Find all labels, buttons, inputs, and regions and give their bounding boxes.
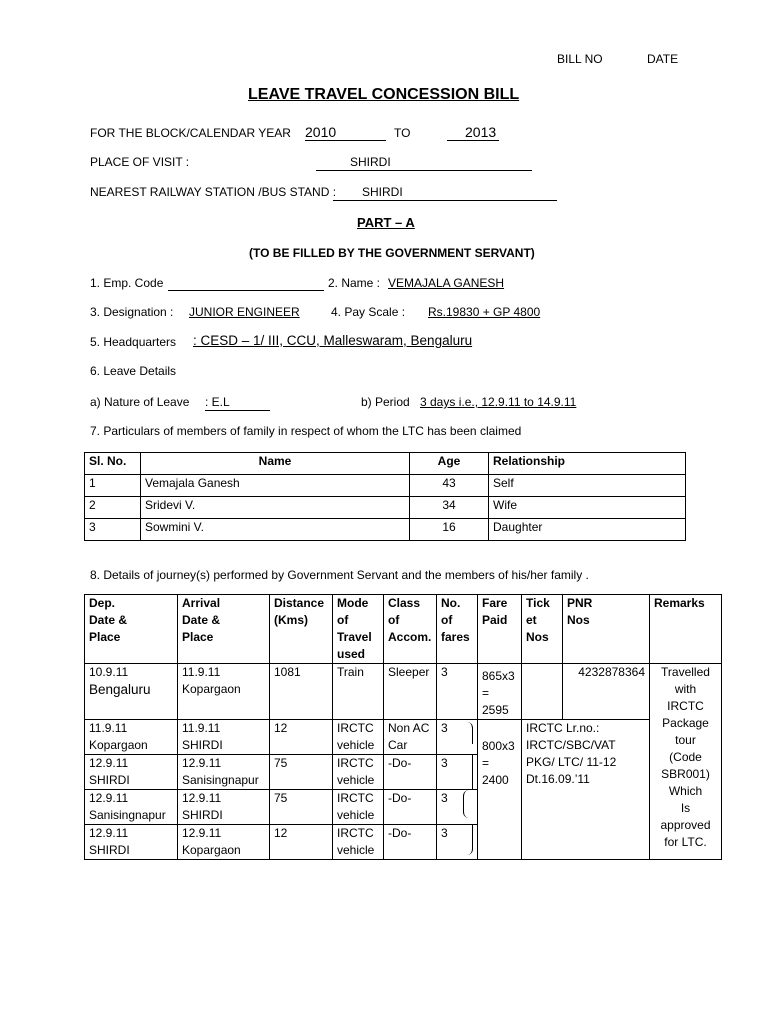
nearest-station-value: SHIRDI (362, 185, 403, 199)
family-table-header (85, 453, 686, 475)
headquarters-value: : CESD – 1/ III, CCU, Malleswaram, Bengaluru (193, 333, 473, 348)
h-line: Place (182, 630, 214, 644)
cell: Sowmini V. (141, 519, 410, 541)
journey-table-header (85, 595, 722, 664)
place-of-visit-value: SHIRDI (350, 155, 391, 169)
name-label: 2. Name : (328, 276, 381, 290)
cell: 34 (410, 497, 489, 519)
h-line: No. (441, 596, 461, 610)
table-row (85, 475, 686, 497)
cell-fares (437, 790, 478, 825)
h-line: Place (89, 630, 121, 644)
cell-fares: 3 (437, 664, 478, 720)
emp-code-label: 1. Emp. Code (90, 276, 164, 290)
remark-line: SBR001) (661, 767, 710, 781)
arr-date: 11.9.11 (182, 665, 221, 679)
part-a-title: PART – A (357, 215, 415, 230)
dep-date: 11.9.11 (89, 721, 128, 735)
fares-value: 3 (441, 721, 448, 735)
fare-line: = (482, 686, 490, 700)
h-line: used (337, 647, 366, 661)
cell-pnr: 4232878364 (563, 664, 650, 720)
period-value: 3 days i.e., 12.9.11 to 14.9.11 (420, 395, 577, 409)
cell-dep (85, 664, 178, 720)
cell-fares (437, 720, 478, 755)
col-fares (437, 595, 478, 664)
brace-icon (463, 790, 469, 818)
h-line: Remarks (654, 596, 705, 610)
cell-dep (85, 790, 178, 825)
ref-line: PKG/ LTC/ 11-12 (526, 755, 617, 769)
leave-details-label: 6. Leave Details (90, 364, 177, 378)
fare-line: 2400 (482, 773, 509, 787)
brace-icon (467, 825, 473, 855)
remark-line: with (674, 682, 697, 696)
arr-date: 12.9.11 (182, 756, 222, 770)
cell-ticket (522, 664, 563, 720)
block-year-label: FOR THE BLOCK/CALENDAR YEAR (90, 126, 291, 140)
cell-mode (333, 825, 384, 860)
cell: 3 (85, 519, 141, 541)
cell-arr (178, 755, 270, 790)
designation-value: JUNIOR ENGINEER (189, 305, 300, 319)
h-line: (Kms) (274, 613, 309, 627)
remark-line: for LTC. (664, 835, 707, 849)
h-line: Dep. (89, 596, 116, 610)
h-line: Accom. (388, 630, 432, 644)
remark-line: (Code (669, 750, 702, 764)
h-line: of (388, 613, 400, 627)
col-pnr (563, 595, 650, 664)
nature-of-leave-field (205, 395, 270, 411)
fare-line: 2595 (482, 703, 509, 717)
h-line: PNR (567, 596, 593, 610)
col-fare-paid (478, 595, 522, 664)
dep-place: SHIRDI (89, 843, 130, 857)
table-row (85, 720, 722, 755)
h-line: Nos (567, 613, 590, 627)
period-label: b) Period (361, 395, 410, 409)
mode-line: vehicle (337, 738, 375, 752)
arr-place: Kopargaon (182, 682, 241, 696)
nature-of-leave-value: : E.L (205, 395, 230, 409)
pay-scale-label: 4. Pay Scale : (331, 305, 406, 319)
cell-class (384, 720, 437, 755)
ref-line: IRCTC Lr.no.: (526, 721, 600, 735)
cell-dep (85, 720, 178, 755)
fares-value: 3 (441, 756, 448, 770)
cell-fares (437, 825, 478, 860)
col-age: Age (410, 453, 489, 475)
nearest-station-label: NEAREST RAILWAY STATION /BUS STAND : (90, 185, 337, 199)
h-line: Date & (182, 613, 221, 627)
dep-date: 10.9.11 (89, 665, 129, 679)
h-line: of (337, 613, 349, 627)
h-line: Travel (337, 630, 372, 644)
cell: Vemajala Ganesh (141, 475, 410, 497)
date-label: DATE (647, 52, 679, 66)
cell: Wife (489, 497, 686, 519)
h-line: Paid (482, 613, 508, 627)
mode-line: vehicle (337, 808, 375, 822)
h-line: Class (388, 596, 421, 610)
nature-of-leave-label: a) Nature of Leave (90, 395, 190, 409)
arr-date: 11.9.11 (182, 721, 221, 735)
cell-dist: 75 (270, 790, 333, 825)
h-line: Arrival (182, 596, 221, 610)
remark-line: Is (680, 801, 691, 815)
dep-date: 12.9.11 (89, 791, 129, 805)
cell-mode: Train (333, 664, 384, 720)
mode-line: IRCTC (337, 721, 374, 735)
cell-class: -Do- (384, 755, 437, 790)
cell-class: -Do- (384, 790, 437, 825)
remark-line: Travelled (661, 665, 710, 679)
page-title: LEAVE TRAVEL CONCESSION BILL (248, 86, 520, 103)
arr-place: Kopargaon (182, 843, 241, 857)
mode-line: vehicle (337, 773, 375, 787)
bill-no-label: BILL NO (557, 52, 603, 66)
fare-line: = (482, 756, 490, 770)
h-line: et (526, 613, 537, 627)
headquarters-label: 5. Headquarters (90, 335, 177, 349)
cell: Self (489, 475, 686, 497)
col-sl-no: Sl. No. (85, 453, 141, 475)
cell-dist: 12 (270, 720, 333, 755)
family-table (84, 452, 686, 541)
remark-line: IRCTC (667, 699, 704, 713)
ref-line: IRCTC/SBC/VAT (526, 738, 616, 752)
pay-scale-value: Rs.19830 + GP 4800 (428, 305, 541, 319)
dep-place: Kopargaon (89, 738, 148, 752)
col-ticket-nos (522, 595, 563, 664)
name-value: VEMAJALA GANESH (388, 276, 505, 290)
col-dep (85, 595, 178, 664)
cell-dist: 75 (270, 755, 333, 790)
dep-place: Bengaluru (89, 682, 151, 697)
h-line: Distance (274, 596, 325, 610)
cell-mode (333, 755, 384, 790)
cell-mode (333, 720, 384, 755)
h-line: Nos (526, 630, 549, 644)
cell-arr (178, 664, 270, 720)
col-name: Name (141, 453, 410, 475)
remark-line: Package (662, 716, 709, 730)
table-row (85, 664, 722, 720)
cell: 43 (410, 475, 489, 497)
cell-remarks (650, 664, 722, 860)
cell-arr (178, 825, 270, 860)
mode-line: IRCTC (337, 826, 374, 840)
arr-place: SHIRDI (182, 808, 223, 822)
arr-place: SHIRDI (182, 738, 223, 752)
class-line: Car (388, 738, 408, 752)
col-arrival (178, 595, 270, 664)
remark-line: tour (675, 733, 696, 747)
h-line: fares (441, 630, 470, 644)
h-line: of (441, 613, 453, 627)
cell-dep (85, 755, 178, 790)
cell-dist: 1081 (270, 664, 333, 720)
fares-value: 3 (441, 791, 448, 805)
col-distance (270, 595, 333, 664)
arr-date: 12.9.11 (182, 791, 222, 805)
family-section-label: 7. Particulars of members of family in respect of whom the LTC has been claimed (90, 424, 522, 438)
cell: Sridevi V. (141, 497, 410, 519)
cell: 16 (410, 519, 489, 541)
cell-class: -Do- (384, 825, 437, 860)
brace-icon (467, 755, 473, 789)
table-row (85, 497, 686, 519)
remark-line: approved (660, 818, 711, 832)
fares-value: 3 (441, 826, 448, 840)
cell-dist: 12 (270, 825, 333, 860)
block-year-from-value: 2010 (305, 124, 386, 141)
cell-arr (178, 790, 270, 825)
block-year-to-label: TO (394, 126, 411, 140)
h-line: Tick (526, 596, 550, 610)
place-of-visit-field (316, 155, 532, 171)
cell-fare-paid (478, 664, 522, 720)
mode-line: vehicle (337, 843, 375, 857)
fare-line: 800x3 (482, 739, 515, 753)
dep-date: 12.9.11 (89, 826, 129, 840)
mode-line: IRCTC (337, 791, 374, 805)
journey-section-label: 8. Details of journey(s) performed by Government Servant and the members of his/her family . (90, 568, 589, 582)
designation-label: 3. Designation : (90, 305, 174, 319)
col-mode (333, 595, 384, 664)
h-line: Fare (482, 596, 508, 610)
part-a-subtitle: (TO BE FILLED BY THE GOVERNMENT SERVANT) (249, 246, 535, 260)
block-year-to-value: 2013 (447, 124, 499, 141)
cell-fares (437, 755, 478, 790)
cell-arr (178, 720, 270, 755)
cell-dep (85, 825, 178, 860)
nearest-station-field (333, 185, 557, 201)
cell-group-fare (478, 720, 522, 860)
cell: 1 (85, 475, 141, 497)
col-class (384, 595, 437, 664)
ref-line: Dt.16.09.’11 (526, 772, 590, 786)
col-relationship: Relationship (489, 453, 686, 475)
cell-mode (333, 790, 384, 825)
class-line: Non AC (388, 721, 430, 735)
remark-line: Which (668, 784, 703, 798)
arr-place: Sanisingnapur (182, 773, 259, 787)
journey-table (84, 594, 722, 860)
emp-code-field (168, 276, 324, 291)
block-year-from (305, 124, 386, 140)
cell-group-ref (522, 720, 650, 860)
cell: 2 (85, 497, 141, 519)
fare-line: 865x3 (482, 669, 515, 683)
dep-place: Sanisingnapur (89, 808, 166, 822)
dep-date: 12.9.11 (89, 756, 129, 770)
brace-icon (467, 722, 473, 744)
block-year-to (447, 124, 499, 140)
mode-line: IRCTC (337, 756, 374, 770)
dep-place: SHIRDI (89, 773, 130, 787)
table-row (85, 519, 686, 541)
place-of-visit-label: PLACE OF VISIT : (90, 155, 190, 169)
h-line: Mode (337, 596, 369, 610)
col-remarks (650, 595, 722, 664)
cell: Daughter (489, 519, 686, 541)
arr-date: 12.9.11 (182, 826, 222, 840)
h-line: Date & (89, 613, 128, 627)
cell-class: Sleeper (384, 664, 437, 720)
